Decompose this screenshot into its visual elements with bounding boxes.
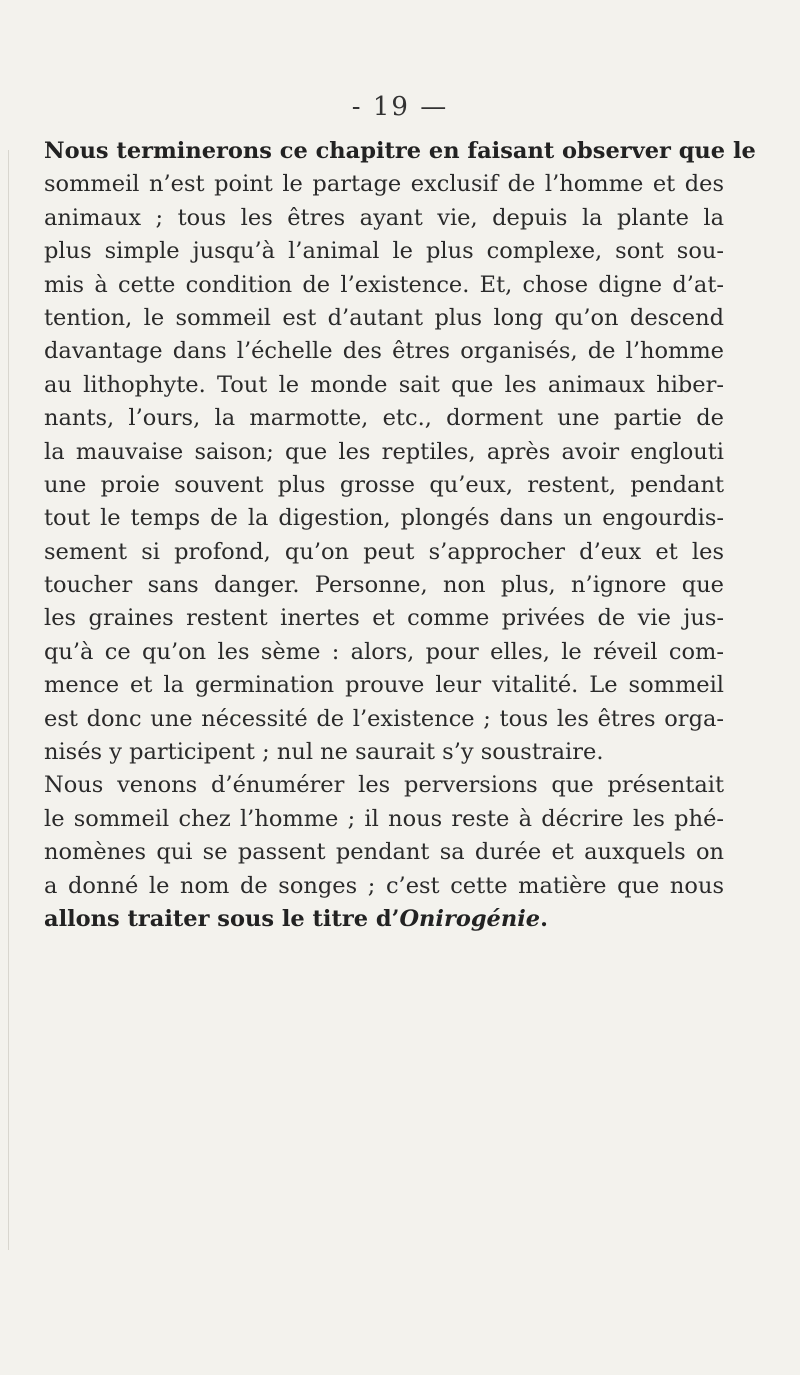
paragraph-1 — [44, 135, 756, 769]
text-line: les graines restent inertes et comme privées de vie jus- — [44, 605, 724, 632]
body-text — [44, 135, 756, 936]
text-line: davantage dans l’échelle des êtres organisés, de l’homme — [44, 338, 724, 365]
text-line: au lithophyte. Tout le monde sait que les animaux hiber- — [44, 371, 724, 398]
page-gutter-edge — [8, 150, 9, 1250]
text-line: qu’à ce qu’on les sème : alors, pour elles, le réveil com- — [44, 638, 724, 665]
text-line: la mauvaise saison; que les reptiles, après avoir englouti — [44, 438, 724, 465]
text-line: nomènes qui se passent pendant sa durée et auxquels on — [44, 839, 724, 866]
text-line: Nous venons d’énumérer les perversions que présentait — [44, 772, 724, 799]
text-line: tout le temps de la digestion, plongés dans un engourdis- — [44, 505, 724, 532]
text-line: le sommeil chez l’homme ; il nous reste à décrire les phé- — [44, 805, 724, 832]
text-line-final — [44, 903, 724, 936]
text-line: une proie souvent plus grosse qu’eux, restent, pendant — [44, 471, 724, 498]
page-number: - 19 — — [351, 92, 449, 122]
text-line: mis à cette condition de l’existence. Et, chose digne d’at- — [44, 271, 724, 298]
text-line: Nous terminerons ce chapitre en faisant observer que le — [44, 138, 756, 164]
text-line: nisés y participent ; nul ne saurait s’y soustraire. — [44, 739, 604, 766]
book-title-onirogenie: Onirogénie — [399, 905, 541, 932]
text-line: sement si profond, qu’on peut s’approcher d’eux et les — [44, 538, 724, 565]
text-line: plus simple jusqu’à l’animal le plus complexe, sont sou- — [44, 238, 724, 265]
text-line: toucher sans danger. Personne, non plus, n’ignore que — [44, 572, 724, 599]
text-line: tention, le sommeil est d’autant plus long qu’on descend — [44, 304, 724, 331]
final-line-prefix: allons traiter sous le titre d’ — [44, 905, 400, 932]
paragraph-2 — [44, 769, 724, 936]
final-line-suffix: . — [540, 905, 548, 932]
text-line: animaux ; tous les êtres ayant vie, depuis la plante la — [44, 204, 724, 231]
text-line: est donc une nécessité de l’existence ; tous les êtres orga- — [44, 705, 724, 732]
text-line: nants, l’ours, la marmotte, etc., dorment une partie de — [44, 405, 724, 432]
text-line: sommeil n’est point le partage exclusif de l’homme et des — [44, 171, 724, 198]
text-line: a donné le nom de songes ; c’est cette matière que nous — [44, 872, 724, 899]
text-line: mence et la germination prouve leur vitalité. Le sommeil — [44, 672, 724, 699]
